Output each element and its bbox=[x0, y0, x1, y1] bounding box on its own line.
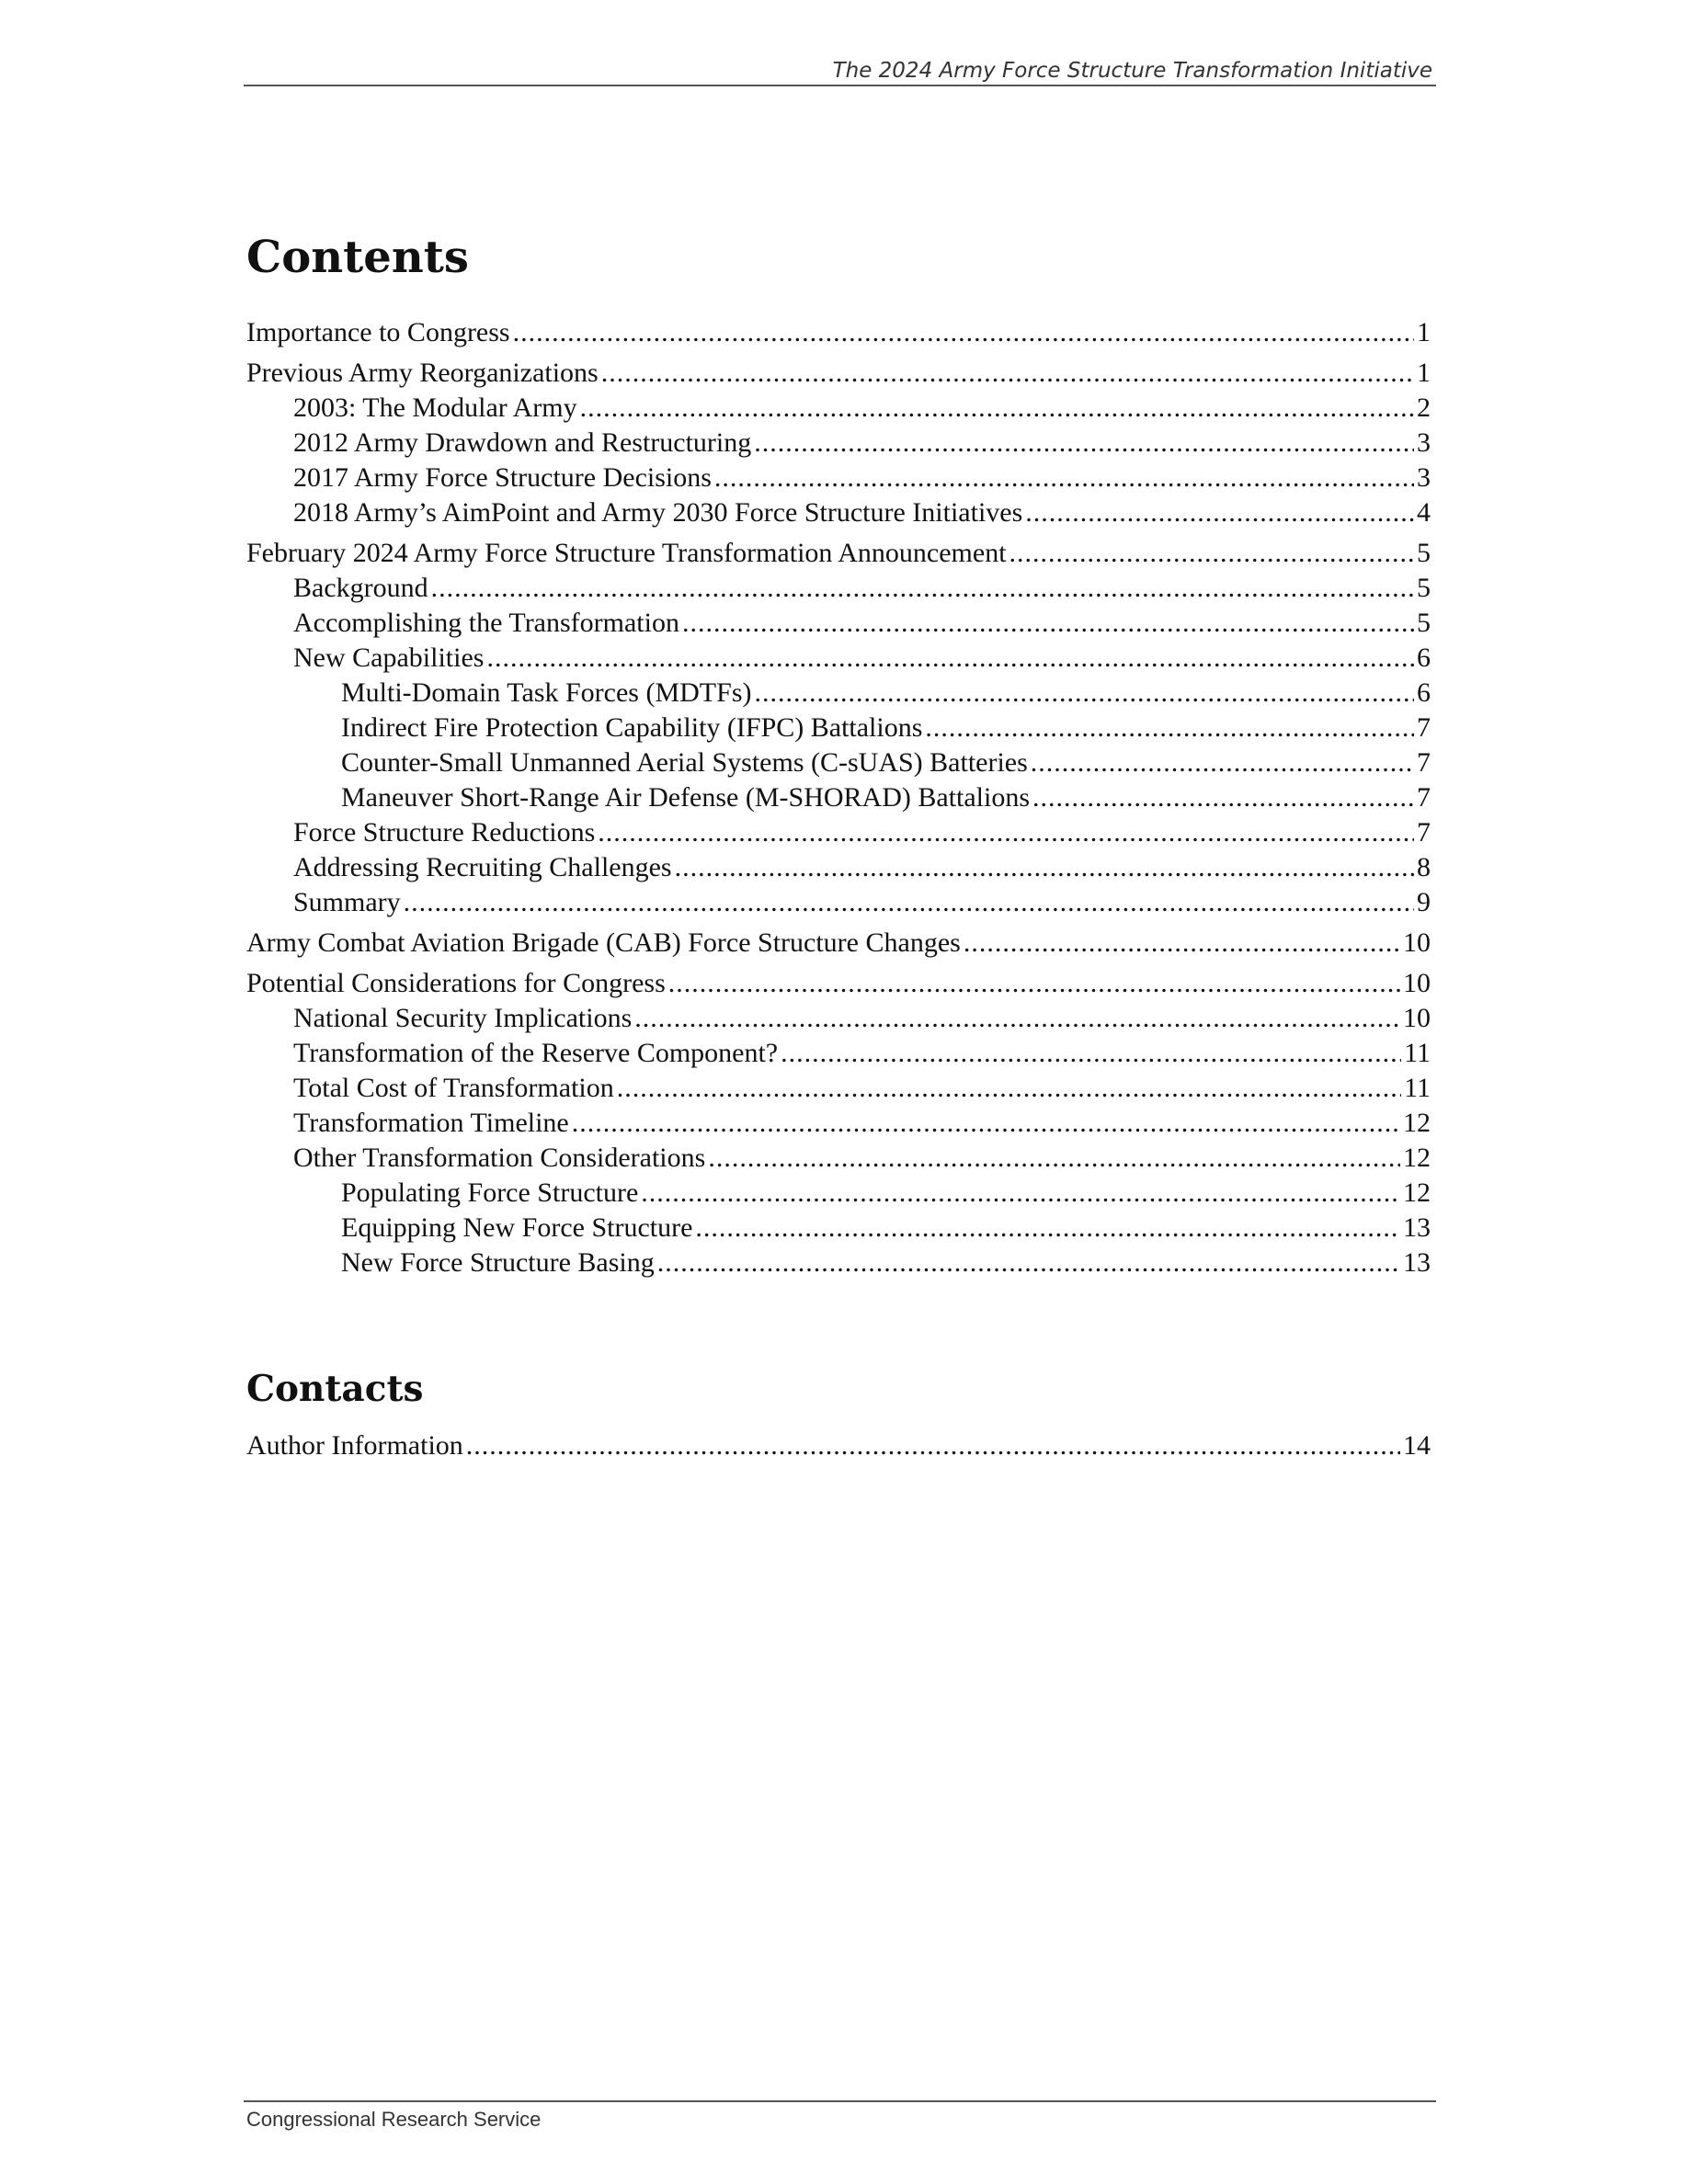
toc-entry[interactable] bbox=[246, 1036, 1431, 1071]
toc-entry[interactable] bbox=[246, 356, 1431, 391]
toc-entry-title: Force Structure Reductions bbox=[293, 817, 596, 847]
toc-dot-leader bbox=[641, 1176, 1400, 1211]
toc-entry-title: Equipping New Force Structure bbox=[341, 1212, 693, 1243]
contents-heading: Contents bbox=[246, 232, 469, 283]
toc-entry-page-number: 8 bbox=[1417, 852, 1431, 882]
toc-entry-title: 2012 Army Drawdown and Restructuring bbox=[293, 427, 752, 458]
contacts-list bbox=[246, 1428, 1431, 1463]
toc-entry-title: Transformation of the Reserve Component? bbox=[293, 1038, 779, 1068]
toc-dot-leader bbox=[714, 461, 1414, 495]
toc-entry-title: National Security Implications bbox=[293, 1003, 633, 1033]
toc-entry-page-number: 7 bbox=[1417, 817, 1431, 847]
toc-entry-page-number: 5 bbox=[1417, 538, 1431, 568]
toc-dot-leader bbox=[431, 571, 1414, 606]
toc-entry-page-number: 7 bbox=[1417, 782, 1431, 813]
toc-dot-leader bbox=[466, 1428, 1400, 1463]
toc-dot-leader bbox=[513, 315, 1414, 350]
toc-entry-page-number: 10 bbox=[1403, 927, 1431, 958]
toc-entry[interactable] bbox=[246, 1176, 1431, 1211]
toc-entry[interactable] bbox=[246, 1428, 1431, 1463]
toc-dot-leader bbox=[486, 641, 1414, 676]
toc-dot-leader bbox=[695, 1211, 1400, 1246]
page-header bbox=[244, 55, 1436, 86]
toc-entry-page-number: 12 bbox=[1403, 1143, 1431, 1173]
toc-entry-title: Importance to Congress bbox=[246, 317, 510, 347]
toc-entry-page-number: 11 bbox=[1404, 1073, 1431, 1103]
toc-entry-page-number: 12 bbox=[1403, 1177, 1431, 1208]
toc-entry-page-number: 1 bbox=[1417, 358, 1431, 388]
toc-dot-leader bbox=[634, 1001, 1400, 1036]
contacts-heading: Contacts bbox=[246, 1368, 424, 1410]
toc-entry[interactable] bbox=[246, 1001, 1431, 1036]
toc-entry[interactable] bbox=[246, 461, 1431, 495]
toc-entry-title: Transformation Timeline bbox=[293, 1108, 569, 1138]
toc-entry-page-number: 7 bbox=[1417, 712, 1431, 743]
toc-entry-page-number: 5 bbox=[1417, 573, 1431, 603]
toc-dot-leader bbox=[1031, 745, 1414, 780]
toc-entry-page-number: 2 bbox=[1417, 392, 1431, 423]
toc-entry-title: New Capabilities bbox=[293, 643, 485, 673]
toc-dot-leader bbox=[580, 391, 1414, 426]
toc-entry-page-number: 12 bbox=[1403, 1108, 1431, 1138]
toc-entry[interactable] bbox=[246, 850, 1431, 885]
toc-entry[interactable] bbox=[246, 315, 1431, 350]
toc-dot-leader bbox=[754, 676, 1414, 711]
contents-list bbox=[246, 315, 1431, 1280]
toc-entry-title: 2017 Army Force Structure Decisions bbox=[293, 462, 712, 493]
toc-entry[interactable] bbox=[246, 676, 1431, 711]
toc-entry-title: 2003: The Modular Army bbox=[293, 392, 577, 423]
toc-entry-title: Army Combat Aviation Brigade (CAB) Force Structure Changes bbox=[246, 927, 961, 958]
toc-entry[interactable] bbox=[246, 745, 1431, 780]
toc-entry[interactable] bbox=[246, 641, 1431, 676]
toc-dot-leader bbox=[708, 1141, 1400, 1176]
toc-entry-title: Multi-Domain Task Forces (MDTFs) bbox=[341, 677, 752, 708]
toc-entry[interactable] bbox=[246, 815, 1431, 850]
page-footer bbox=[244, 2100, 1436, 2131]
toc-entry[interactable] bbox=[246, 536, 1431, 571]
toc-entry[interactable] bbox=[246, 391, 1431, 426]
toc-entry-page-number: 4 bbox=[1417, 497, 1431, 528]
toc-entry[interactable] bbox=[246, 926, 1431, 961]
toc-entry-page-number: 14 bbox=[1403, 1430, 1431, 1461]
toc-entry-page-number: 11 bbox=[1404, 1038, 1431, 1068]
toc-entry-title: Background bbox=[293, 573, 428, 603]
toc-entry-title: New Force Structure Basing bbox=[341, 1247, 655, 1278]
toc-entry-page-number: 13 bbox=[1403, 1247, 1431, 1278]
toc-dot-leader bbox=[657, 1246, 1400, 1280]
toc-dot-leader bbox=[675, 850, 1414, 885]
toc-entry-title: Summary bbox=[293, 887, 401, 917]
toc-entry-page-number: 10 bbox=[1403, 968, 1431, 998]
toc-entry[interactable] bbox=[246, 1246, 1431, 1280]
toc-entry[interactable] bbox=[246, 885, 1431, 920]
toc-entry-page-number: 6 bbox=[1417, 643, 1431, 673]
toc-dot-leader bbox=[754, 426, 1414, 461]
toc-entry[interactable] bbox=[246, 426, 1431, 461]
toc-entry-title: Counter-Small Unmanned Aerial Systems (C-sUAS) Batteries bbox=[341, 747, 1028, 778]
toc-entry[interactable] bbox=[246, 1211, 1431, 1246]
toc-dot-leader bbox=[601, 356, 1414, 391]
toc-entry-page-number: 10 bbox=[1403, 1003, 1431, 1033]
toc-entry-title: Addressing Recruiting Challenges bbox=[293, 852, 672, 882]
toc-dot-leader bbox=[925, 711, 1414, 745]
toc-dot-leader bbox=[781, 1036, 1401, 1071]
toc-entry[interactable] bbox=[246, 571, 1431, 606]
toc-dot-leader bbox=[1032, 780, 1414, 815]
toc-entry-page-number: 7 bbox=[1417, 747, 1431, 778]
toc-entry-page-number: 1 bbox=[1417, 317, 1431, 347]
toc-entry-title: 2018 Army’s AimPoint and Army 2030 Force Structure Initiatives bbox=[293, 497, 1023, 528]
toc-entry-title: Author Information bbox=[246, 1430, 463, 1461]
toc-entry-title: Maneuver Short-Range Air Defense (M-SHORAD) Battalions bbox=[341, 782, 1031, 813]
toc-dot-leader bbox=[964, 926, 1400, 961]
toc-entry-title: Populating Force Structure bbox=[341, 1177, 639, 1208]
toc-entry[interactable] bbox=[246, 711, 1431, 745]
toc-dot-leader bbox=[1009, 536, 1414, 571]
toc-entry-title: Accomplishing the Transformation bbox=[293, 608, 679, 638]
toc-entry-title: Previous Army Reorganizations bbox=[246, 358, 599, 388]
toc-entry-title: Indirect Fire Protection Capability (IFPC) Battalions bbox=[341, 712, 923, 743]
toc-entry[interactable] bbox=[246, 1071, 1431, 1106]
toc-dot-leader bbox=[682, 606, 1414, 641]
toc-entry[interactable] bbox=[246, 966, 1431, 1001]
toc-dot-leader bbox=[1025, 495, 1414, 530]
toc-dot-leader bbox=[572, 1106, 1400, 1141]
toc-entry[interactable] bbox=[246, 606, 1431, 641]
toc-dot-leader bbox=[598, 815, 1414, 850]
toc-entry-page-number: 6 bbox=[1417, 677, 1431, 708]
toc-entry-page-number: 3 bbox=[1417, 462, 1431, 493]
running-title: The 2024 Army Force Structure Transformation Initiative bbox=[832, 59, 1432, 83]
toc-entry[interactable] bbox=[246, 1141, 1431, 1176]
toc-entry-page-number: 9 bbox=[1417, 887, 1431, 917]
toc-entry-page-number: 5 bbox=[1417, 608, 1431, 638]
footer-text: Congressional Research Service bbox=[246, 2108, 542, 2131]
toc-entry-title: Potential Considerations for Congress bbox=[246, 968, 666, 998]
toc-entry[interactable] bbox=[246, 780, 1431, 815]
toc-entry-page-number: 13 bbox=[1403, 1212, 1431, 1243]
toc-dot-leader bbox=[668, 966, 1400, 1001]
toc-dot-leader bbox=[617, 1071, 1401, 1106]
toc-entry-title: February 2024 Army Force Structure Transformation Announcement bbox=[246, 538, 1007, 568]
toc-entry-title: Total Cost of Transformation bbox=[293, 1073, 614, 1103]
toc-entry-title: Other Transformation Considerations bbox=[293, 1143, 706, 1173]
toc-entry-page-number: 3 bbox=[1417, 427, 1431, 458]
toc-entry[interactable] bbox=[246, 1106, 1431, 1141]
toc-dot-leader bbox=[404, 885, 1414, 920]
toc-entry[interactable] bbox=[246, 495, 1431, 530]
